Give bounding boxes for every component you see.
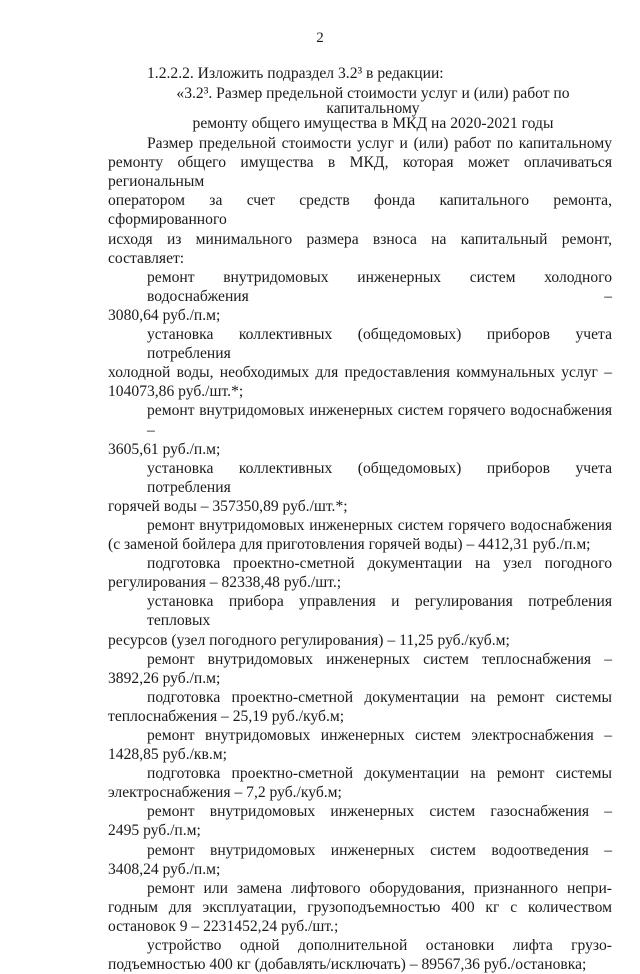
cost-item: [108, 554, 612, 592]
cost-item-line: остановок 9 – 2231452,24 руб./шт.;: [108, 917, 339, 935]
cost-item-line: 1428,85 руб./кв.м;: [108, 746, 227, 764]
cost-item-line: устройство одной дополнительной остановки лифта грузо-: [147, 937, 612, 955]
document-body: [108, 64, 612, 974]
subsection-title-line: ремонту общего имущества в МКД на 2020-2021 годы: [192, 115, 554, 133]
cost-item: [108, 516, 612, 554]
cost-item-line: установка коллективных (общедомовых) приборов учета потребления: [147, 459, 612, 496]
cost-item-line: ремонт внутридомовых инженерных систем теплоснабжения –: [147, 650, 612, 668]
cost-item-line: установка коллективных (общедомовых) приборов учета потребления: [147, 326, 612, 363]
cost-item-line: ремонт внутридомовых инженерных систем горячего водоснабжения: [147, 516, 612, 534]
cost-item: [108, 325, 612, 401]
cost-item-line: 3892,26 руб./п.м;: [108, 669, 221, 687]
page-number: 2: [316, 30, 324, 46]
cost-item-line: подготовка проектно-сметной документации на ремонт системы: [147, 688, 612, 706]
cost-item-line: ремонт внутридомовых инженерных систем электроснабжения –: [147, 727, 612, 744]
cost-item-line: ремонт внутридомовых инженерных систем газоснабжения –: [147, 803, 612, 821]
subsection-title: [108, 86, 612, 131]
paragraph-line: исходя из минимального размера взноса на капитальный ремонт, составляет:: [108, 230, 612, 267]
cost-item-line: 3408,24 руб./п.м;: [108, 860, 221, 878]
cost-item-line: ресурсов (узел погодного регулирования) – 11,25 руб./куб.м;: [108, 631, 510, 649]
cost-item-line: (с заменой бойлера для приготовления горячей воды) – 4412,31 руб./п.м;: [108, 536, 591, 554]
cost-item: [108, 650, 612, 688]
intro-paragraph: [108, 134, 612, 268]
cost-item-line: ремонт внутридомовых инженерных систем водоотведения –: [147, 841, 612, 859]
cost-item-line: ремонт внутридомовых инженерных систем холодного водоснабжения –: [147, 268, 612, 305]
paragraph-line: оператором за счет средств фонда капитального ремонта, сформированного: [108, 192, 612, 229]
cost-item-line: регулирования – 82338,48 руб./шт.;: [108, 574, 342, 592]
paragraph-line: Размер предельной стоимости услуг и (или) работ по капитальному: [147, 135, 612, 153]
cost-item-line: годным для эксплуатации, грузоподъемностью 400 кг с количеством: [108, 898, 612, 916]
cost-item: [108, 841, 612, 879]
cost-item-line: холодной воды, необходимых для предоставления коммунальных услуг –: [108, 364, 612, 382]
paragraph-line: ремонту общего имущества в МКД, которая может оплачиваться региональным: [108, 154, 612, 191]
cost-item: [108, 688, 612, 726]
cost-item-line: ремонт внутридомовых инженерных систем горячего водоснабжения –: [147, 402, 612, 439]
cost-item-line: 3080,64 руб./п.м;: [108, 306, 221, 324]
cost-item-line: 104073,86 руб./шт.*;: [108, 383, 244, 401]
section-intro: 1.2.2.2. Изложить подраздел 3.2³ в редакции:: [147, 65, 444, 82]
subsection-title-line: «3.2³. Размер предельной стоимости услуг и (или) работ по капитальному: [176, 85, 570, 118]
cost-item: [108, 802, 612, 840]
cost-item: [108, 401, 612, 458]
cost-item: [108, 592, 612, 649]
cost-item-line: электроснабжения – 7,2 руб./куб.м;: [108, 784, 342, 802]
cost-item: [108, 459, 612, 516]
cost-item-line: 2495 руб./п.м;: [108, 822, 201, 840]
cost-item: [108, 764, 612, 802]
cost-item-line: установка прибора управления и регулирования потребления тепловых: [147, 593, 612, 630]
cost-item-line: 3605,61 руб./п.м;: [108, 440, 221, 458]
cost-item: [108, 726, 612, 764]
cost-item-line: подготовка проектно-сметной документации на узел погодного: [147, 555, 612, 573]
cost-item: [108, 879, 612, 936]
cost-item-line: горячей воды – 357350,89 руб./шт.*;: [108, 497, 348, 515]
cost-item: [108, 268, 612, 325]
cost-item-line: подъемностью 400 кг (добавлять/исключать) – 89567,36 руб./остановка;: [108, 956, 587, 974]
cost-item-line: ремонт или замена лифтового оборудования, признанного непри-: [147, 879, 612, 897]
cost-items-list: [108, 268, 612, 974]
cost-item-line: подготовка проектно-сметной документации на ремонт системы: [147, 765, 612, 783]
cost-item: [108, 936, 612, 974]
cost-item-line: теплоснабжения – 25,19 руб./куб.м;: [108, 707, 345, 725]
